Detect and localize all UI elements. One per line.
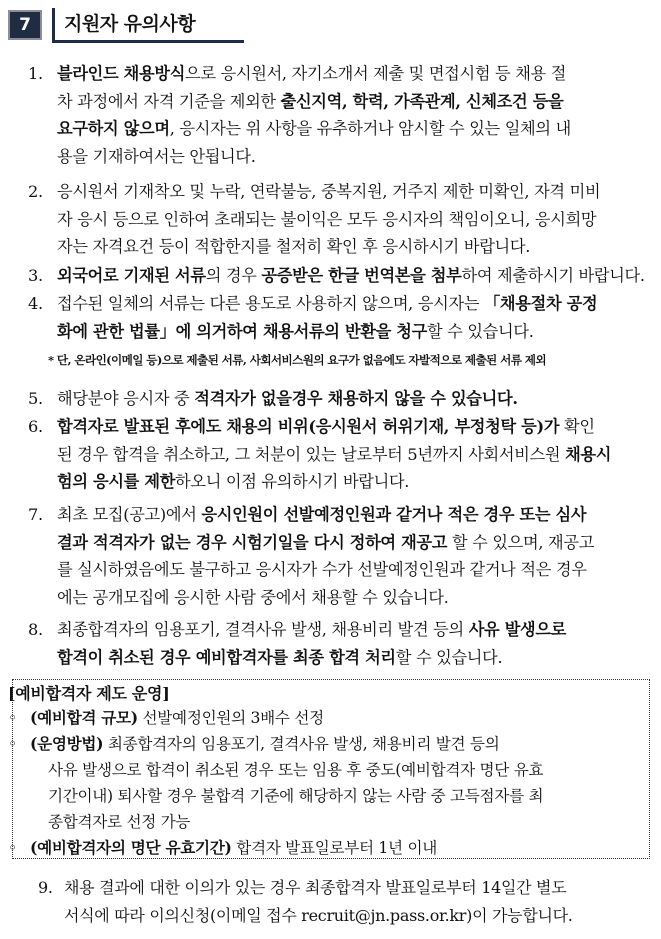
list-item-7 — [28, 501, 650, 611]
item-line — [57, 60, 650, 88]
emphasis-text: 공증받은 한글 번역본을 첨부 — [261, 266, 462, 285]
emphasis-text: 험의 응시를 제한 — [57, 472, 176, 491]
body-text: 응시원서 기재착오 및 누락, 연락불능, 중복지원, 거주지 제한 미확인, 자격 미비 — [57, 182, 601, 201]
body-text: 해당분야 응시자 중 — [57, 389, 195, 408]
body-text: 를 실시하였음에도 불구하고 응시자가 수가 선발예정인원과 같거나 적은 경우 — [57, 560, 587, 579]
reserve-box-title: [예비합격자 제도 운영] — [8, 684, 170, 703]
item-number: 2. — [28, 182, 43, 201]
item-line — [57, 644, 650, 672]
body-text: 기간이내) 퇴사할 경우 불합격 기준에 해당하지 않는 사람 중 고득점자를 최 — [48, 787, 544, 805]
header-divider — [52, 8, 55, 40]
list-item-8 — [28, 616, 650, 671]
body-text: 할 수 있으며, 재공고 — [447, 532, 595, 552]
item-line — [57, 501, 650, 529]
body-text: 선발예정인원의 3배수 선정 — [137, 709, 324, 727]
item-line — [57, 441, 650, 469]
item-line — [57, 616, 650, 644]
body-text: 차 과정에서 자격 기준을 제외한 — [57, 91, 281, 111]
emphasis-text: 적격자가 없을경우 채용하지 않을 수 있습니다. — [194, 389, 518, 408]
emphasis-text: 응시인원이 선발예정인원과 같거나 적은 경우 또는 심사 — [201, 505, 587, 524]
emphasis-text: 합격이 취소된 경우 예비합격자를 최종 합격 처리 — [57, 647, 396, 667]
item-line — [57, 584, 650, 612]
body-text: 의 경우 — [205, 266, 262, 285]
body-text: , 응시자는 위 사항을 유추하거나 암시할 수 있는 일체의 내 — [169, 119, 571, 138]
body-text: 하여 제출하시기 바랍니다. — [461, 266, 645, 285]
body-text: 용을 기재하여서는 안됩니다. — [57, 146, 256, 166]
item-line — [57, 178, 650, 206]
body-text: 합격자 발표일로부터 1년 이내 — [231, 839, 437, 857]
item-line: 채용 결과에 대한 이의가 있는 경우 최종합격자 발표일로부터 14일간 별도 — [64, 878, 567, 897]
item-line — [57, 233, 650, 261]
item-number: 4. — [28, 294, 43, 313]
body-text: 최초 모집(공고)에서 — [57, 505, 202, 524]
body-text: 하오니 이점 유의하시기 바랍니다. — [175, 472, 410, 491]
item-number: 8. — [28, 620, 43, 639]
body-text: 할 수 있습니다. — [395, 647, 503, 667]
emphasis-text: 합격자로 발표된 후에도 채용의 비위(응시원서 허위기재, 부정청탁 등)가 — [57, 417, 560, 436]
body-text: 확인 — [559, 417, 595, 436]
item-number: 6. — [28, 417, 43, 436]
emphasis-text: 외국어로 기재된 서류 — [57, 266, 206, 285]
reserve-box-line — [48, 757, 543, 783]
emphasis-text: (운영방법) — [30, 734, 104, 753]
item-line — [57, 385, 650, 413]
list-item-2 — [28, 178, 650, 261]
item-line — [57, 262, 650, 290]
reserve-box-line — [8, 835, 437, 861]
item-line: 서식에 따라 이의신청(이메일 접수 recruit@jn.pass.or.kr)이 가능합니다. — [64, 905, 573, 925]
item-line — [57, 143, 650, 171]
emphasis-text: 화에 관한 법률」에 의거하여 채용서류의 반환을 청구 — [57, 321, 427, 341]
bullet-icon: ◦ — [8, 735, 17, 753]
emphasis-text: (예비합격 규모) — [30, 708, 138, 727]
emphasis-text: 출신지역, 학력, 가족관계, 신체조건 등을 — [280, 91, 564, 111]
reserve-box-line — [8, 731, 499, 757]
item-line — [57, 529, 650, 557]
item-number: 9. — [38, 878, 53, 897]
reserve-box-line — [48, 809, 190, 835]
section-header — [4, 6, 244, 40]
emphasis-text: (예비합격자의 명단 유효기간) — [30, 838, 232, 857]
body-text: 된 경우 합격을 취소하고, 그 처분이 있는 날로부터 5년까지 사회서비스원 — [57, 444, 566, 464]
list-item-9 — [38, 874, 648, 929]
body-text: 접수된 일체의 서류는 다른 용도로 사용하지 않으며, 응시자는 — [57, 294, 485, 313]
emphasis-text: 채용시 — [565, 444, 612, 464]
emphasis-text: 「채용절차 공정 — [484, 294, 598, 313]
item-line — [57, 318, 650, 346]
emphasis-text: 결과 적격자가 없는 경우 시험기일을 다시 정하여 재공고 — [57, 532, 448, 552]
item-line — [57, 115, 650, 143]
list-item-4 — [28, 290, 650, 345]
header-underline — [52, 40, 244, 43]
body-text: 할 수 있습니다. — [426, 321, 534, 341]
reserve-box-line — [8, 705, 324, 731]
item-number: 3. — [28, 266, 43, 285]
body-text: 최종합격자의 임용포기, 결격사유 발생, 채용비리 발견 등의 — [57, 620, 469, 639]
item-number: 7. — [28, 505, 43, 524]
body-text: 에는 공개모집에 응시한 사람 중에서 채용할 수 있습니다. — [57, 587, 449, 607]
item-line — [57, 556, 650, 584]
item-number: 5. — [28, 389, 43, 408]
emphasis-text: 블라인드 채용방식 — [57, 64, 186, 83]
bullet-icon: ◦ — [8, 709, 17, 727]
footnote: * 단, 온라인(이메일 등)으로 제출된 서류, 사회서비스원의 요구가 없음에도 자발적으로 제출된 서류 제외 — [48, 353, 546, 367]
list-item-6 — [28, 413, 650, 496]
item-line — [57, 206, 650, 234]
body-text: 종합격자로 선정 가능 — [48, 813, 191, 831]
bullet-icon: ◦ — [8, 839, 17, 857]
item-line — [57, 413, 650, 441]
section-number-badge: 7 — [8, 10, 42, 40]
item-number: 1. — [28, 64, 43, 83]
list-item-1 — [28, 60, 650, 170]
body-text: 최종합격자의 임용포기, 결격사유 발생, 채용비리 발견 등의 — [103, 735, 500, 753]
list-item-5 — [28, 385, 650, 413]
item-line — [57, 290, 650, 318]
body-text: 자는 자격요건 등이 적합한지를 철저히 확인 후 응시하시기 바랍니다. — [57, 237, 531, 256]
item-line — [57, 88, 650, 116]
emphasis-text: 사유 발생으로 — [468, 620, 567, 639]
body-text: 사유 발생으로 합격이 취소된 경우 또는 임용 후 중도(예비합격자 명단 유효 — [48, 761, 544, 779]
body-text: 자 응시 등으로 인하여 초래되는 불이익은 모두 응시자의 책임이오니, 응시희망 — [57, 209, 597, 229]
item-line — [57, 468, 650, 496]
reserve-box-line — [48, 783, 543, 809]
list-item-3 — [28, 262, 650, 290]
section-title: 지원자 유의사항 — [64, 13, 196, 35]
emphasis-text: 요구하지 않으며 — [57, 119, 170, 138]
body-text: 으로 응시원서, 자기소개서 제출 및 면접시험 등 채용 절 — [185, 64, 567, 83]
